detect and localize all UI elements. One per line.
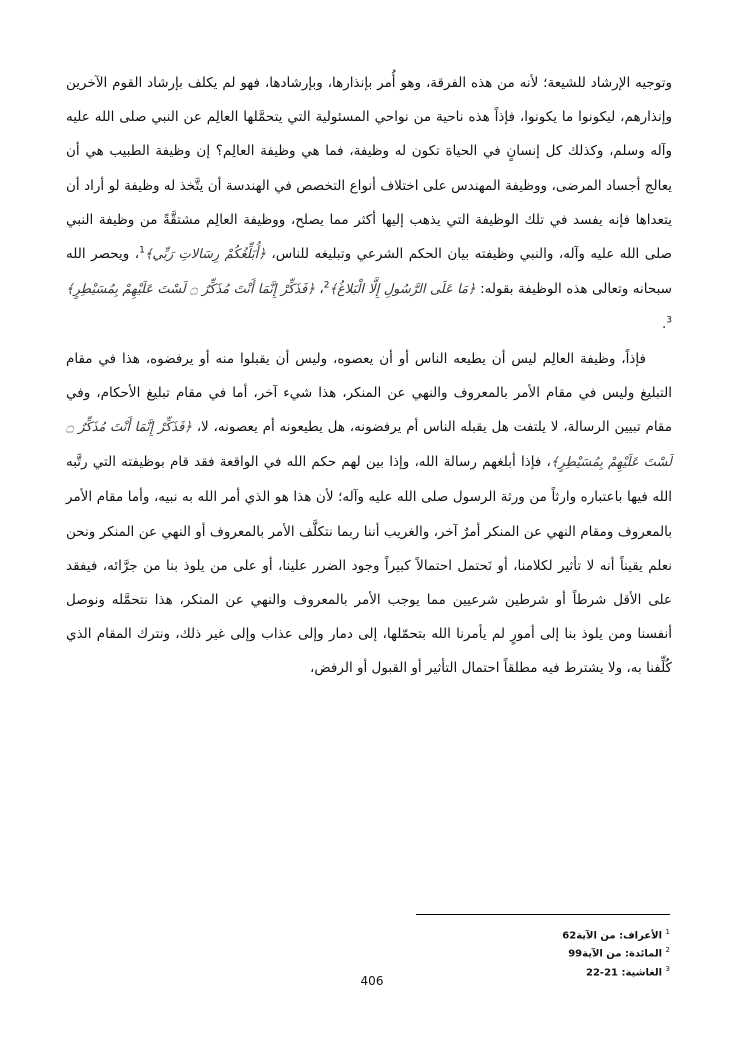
footnote-1 [416,925,670,943]
footnote-text: الغاشية: 21-22 [586,966,663,978]
body-text [66,66,672,686]
footnote-ref-2: 2 [323,280,330,291]
footnote-ref-1: 1 [139,245,145,256]
paragraph-1-text-c: ، [314,281,324,298]
footnote-ref-3: 3 [666,315,672,326]
paragraph-2-text-a: فإذاً، وظيفة العالِم ليس أن يطيعه الناس أو أن يعصوه، وليس أن يقبلوا منه أو يرفضوه، هذا في مقام التبليغ وليس في مقام الأمر بالمعروف والنهي عن المنكر، هذا شيء آخر، أما في مقام تبليغ الأحكام، وفي مقام تبيين الرسالة، لا يلتفت هل يقبله الناس أم يرفضونه، هل يطيعونه أم يعصونه، لا، [66,350,672,436]
quran-verse-2: ﴿مَا عَلَى الرَّسُولِ إِلَّا الْبَلاغُ﴾ [329,282,476,298]
footnote-number: 2 [665,946,670,955]
quran-verse-3: ﴿فَذَكِّرْ إِنَّمَا أَنْتَ مُذَكِّرٌ ۝ لَسْتَ عَلَيْهِمْ بِمُسَيْطِرٍ﴾ [66,282,315,298]
footnote-number: 1 [665,928,670,936]
page-number: 406 [360,974,384,988]
quran-verse-1: ﴿أُبَلِّغُكُمْ رِسَالاتِ رَبِّي﴾ [144,247,266,263]
footnote-number: 3 [665,964,670,973]
footnote-text: المائدة: من الآية99 [568,948,663,960]
paragraph-1 [66,66,672,342]
quran-verse-4: ﴿فَذَكِّرْ إِنَّمَا أَنْتَ مُذَكِّرٌ ۝ لَسْتَ عَلَيْهِمْ بِمُسَيْطِرٍ﴾ [66,420,672,471]
footnote-2 [416,943,670,961]
footnote-divider [416,914,670,915]
paragraph-2-text-b: ، فإذا أبلغهم رسالة الله، وإذا بين لهم حكم الله في الواقعة فقد قام بوظيفته التي رتَّبه الله فيها باعتباره وارثاً من ورثة الرسول صلى الله عليه وآله؛ لأن هذا هو الذي أمر الله به نبيه، وأما مقام الأمر بالمعروف ومقام النهي عن المنكر أمرٌ آخر، والغريب أننا ربما نتكلَّف الأمر بالمعروف أو النهي عن المنكر ونحن نعلم يقيناً أنه لا تأثير لكلامنا، أو نَحتمل احتمالاً كبيراً وجود الضرر علينا، أو على من يلوذ بنا من جرَّائه، فيفقد على الأقل شرطاً أو شرطين شرعيين مما يوجب الأمر بالمعروف والنهي عن المنكر، هذا نتحمَّله ونوصل أنفسنا ومن يلوذ بنا إلى أمورٍ لم يأمرنا الله بتحمّلها، إلى دمار وإلى عذاب وإلى غير ذلك، ونترك المقام الذي كُلِّفنا به، ولا يشترط فيه مطلقاً احتمال التأثير أو القبول أو الرفض، [66,454,672,677]
footnote-text: الأعراف: من الآية62 [562,930,663,942]
paragraph-1-text-d: . [661,316,667,333]
footnotes [416,925,670,980]
footnote-3 [416,962,670,980]
paragraph-1-text-a: وتوجيه الإرشاد للشيعة؛ لأنه من هذه الفرقة، وهو أُمر بإنذارها، وبإرشادها، فهو لم يكلف بإرشاد القوم الآخرين وإنذارهم، ليكونوا ما يكونوا، فإذاً هذه ناحية من نواحي المسئولية التي يتحمَّلها العالِم عن النبي صلى الله عليه وآله وسلم، وكذلك كل إنسانٍ في الحياة تكون له وظيفة، فما هي وظيفة العالِم؟ إن وظيفة الطبيب هي أن يعالج أجساد المرضى، ووظيفة المهندس على اختلاف أنواع التخصص في الهندسة أن يتَّخذ له وظيفة لو أراد أن يتعداها فإنه يفسد في تلك الوظيفة التي يذهب إليها أكثر مما يصلح، ووظيفة العالِم مشتقَّةً من وظيفة النبي صلى الله عليه وآله، والنبي وظيفته بيان الحكم الشرعي وتبليغه للناس، [66,75,672,263]
paragraph-2 [66,342,672,686]
paragraph-1-text-b: ، ويحصر الله سبحانه وتعالى هذه الوظيفة بقوله: [66,246,672,298]
